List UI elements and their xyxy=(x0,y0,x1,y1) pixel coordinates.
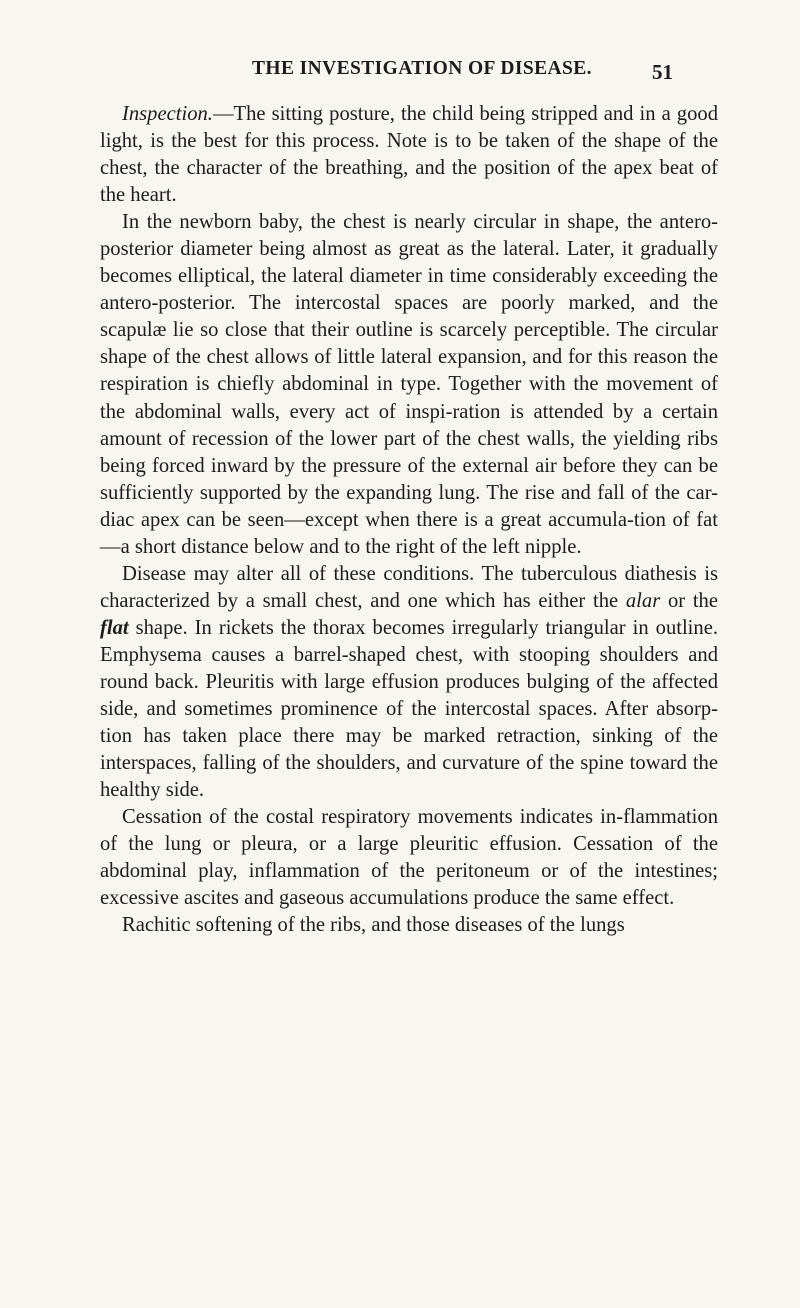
paragraph-rachitic xyxy=(100,912,718,939)
paragraph-text: In the newborn baby, the chest is nearly circular in shape, the antero-posterior diameter being almost as great as the lateral. Later, it gradually becomes elliptical, the lateral diameter in time considerably exceeding the antero-posterior. The intercostal spaces are poorly marked, and the scapulæ lie so close that their outline is scarcely perceptible. The circular shape of the chest allows of little lateral expansion, and for this reason the respiration is chiefly abdominal in type. Together with the movement of the abdominal walls, every act of inspi-ration is attended by a certain amount of recession of the lower part of the chest walls, the yielding ribs being forced inward by the pressure of the external air before they can be sufficiently supported by the expanding lung. The rise and fall of the car-diac apex can be seen—except when there is a great accumula-tion of fat—a short distance below and to the right of the left nipple. xyxy=(100,211,718,558)
paragraph-text: Disease may alter all of these conditions. The tuberculous diathesis is characterized by a small chest, and one which has either the xyxy=(100,562,718,612)
paragraph-disease-conditions xyxy=(100,561,718,804)
paragraph-text: Cessation of the costal respiratory movements indicates in-flammation of the lung or pleura, or a large pleuritic effusion. Cessation of the abdominal play, inflammation of the peritoneum or of the intestines; excessive ascites and gaseous accumulations produce the same effect. xyxy=(100,806,718,910)
paragraph-text: shape. In rickets the thorax becomes irregularly triangular in outline. Emphysema causes a barrel-shaped chest, with stooping shoulders and round back. Pleuritis with large effusion produces bulging of the affected side, and sometimes prominence of the intercostal spaces. After absorp-tion has taken place there may be marked retraction, sinking of the interspaces, falling of the shoulders, and curvature of the spine toward the healthy side. xyxy=(100,616,718,802)
section-lead-italic: Inspection. xyxy=(122,103,213,125)
paragraph-text: —The sitting posture, the child being stripped and in a good light, is the best for this process. Note is to be taken of the shape of the chest, the character of the breathing, and the position of the apex beat of the heart. xyxy=(100,103,718,207)
paragraph-text: or the xyxy=(660,589,718,612)
paragraph-text: Rachitic softening of the ribs, and those diseases of the lungs xyxy=(122,914,625,937)
body-text xyxy=(100,101,718,939)
running-head xyxy=(0,58,800,88)
running-title: THE INVESTIGATION OF DISEASE. xyxy=(252,58,592,79)
italic-term-flat: flat xyxy=(100,616,129,639)
italic-term-alar: alar xyxy=(625,589,661,612)
paragraph-cessation xyxy=(100,804,718,912)
paragraph-newborn-chest xyxy=(100,209,718,561)
paragraph-inspection xyxy=(100,101,718,209)
page-number: 51 xyxy=(652,60,673,84)
